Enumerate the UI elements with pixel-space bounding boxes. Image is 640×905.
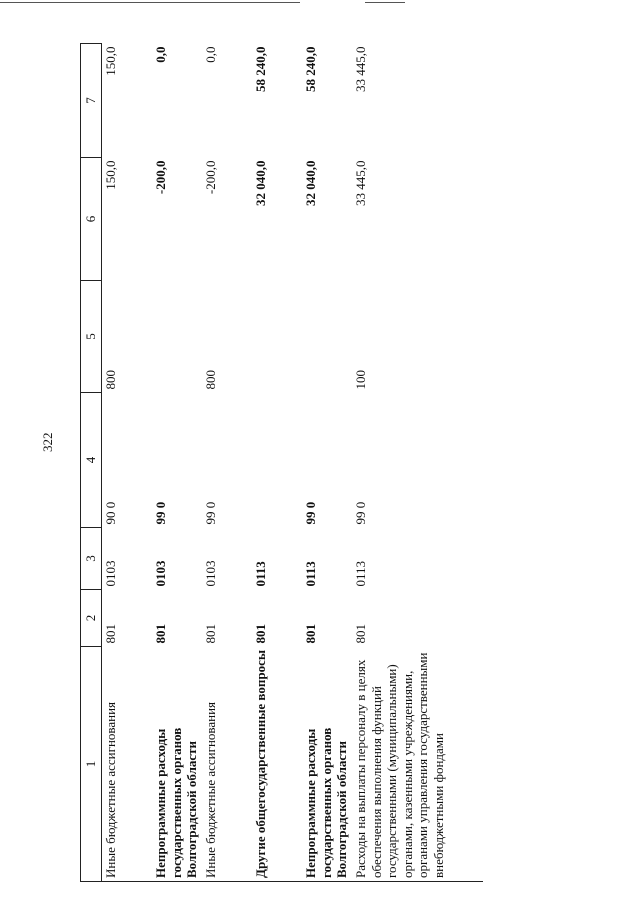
expense-name-cell: Расходы на выплаты персоналу в целях обеспечения выполнения функций государственными (муниципальными) органами, казенными учреждениями, органами управления государственными внебюджетными фондами xyxy=(353,647,483,882)
top-rule xyxy=(0,2,300,3)
section-code-cell: 0113 xyxy=(253,561,268,587)
target-article-cell: 99 0 xyxy=(203,501,218,525)
department-code-cell: 801 xyxy=(253,624,268,644)
section-code-cell: 0103 xyxy=(203,560,218,587)
expense-type-cell: 800 xyxy=(203,370,218,390)
table-row xyxy=(253,44,303,882)
target-article-cell: 99 0 xyxy=(153,501,168,525)
amount-change-cell: 150,0 xyxy=(103,160,118,190)
amount-total-cell: 33 445,0 xyxy=(353,46,368,92)
column-header: 2 xyxy=(81,590,102,647)
amount-change-cell: 32 040,0 xyxy=(253,160,268,206)
target-article-cell: 99 0 xyxy=(303,501,318,525)
department-code-cell: 801 xyxy=(353,624,368,644)
expense-name-cell: Иные бюджетные ассигнования xyxy=(102,647,154,882)
table-row xyxy=(303,44,353,882)
expense-name-cell: Другие общегосударственные вопросы xyxy=(253,647,303,882)
budget-table xyxy=(80,43,483,882)
department-code-cell: 801 xyxy=(153,624,168,644)
section-code-cell: 0113 xyxy=(353,560,368,587)
table-row xyxy=(353,44,483,882)
expense-type-cell: 800 xyxy=(103,370,118,390)
amount-total-cell: 58 240,0 xyxy=(253,46,268,92)
column-header: 4 xyxy=(81,393,102,528)
amount-total-cell: 0,0 xyxy=(153,46,168,63)
amount-change-cell: 33 445,0 xyxy=(353,160,368,206)
target-article-cell: 90 0 xyxy=(103,501,118,525)
column-header: 7 xyxy=(81,44,102,158)
section-code-cell: 0103 xyxy=(153,560,168,587)
column-header: 6 xyxy=(81,158,102,281)
table-row xyxy=(102,44,154,882)
page-number: 322 xyxy=(40,432,55,452)
expense-type-cell xyxy=(153,281,203,393)
expense-name-cell: Иные бюджетные ассигнования xyxy=(203,647,253,882)
target-article-cell: 99 0 xyxy=(353,501,368,525)
amount-change-cell: 32 040,0 xyxy=(303,160,318,206)
expense-name-cell: Непрограммные расходы государственных органов Волгоградской области xyxy=(153,647,203,882)
table-row xyxy=(203,44,253,882)
amount-total-cell: 58 240,0 xyxy=(303,46,318,92)
section-code-cell: 0103 xyxy=(103,560,118,587)
column-header: 5 xyxy=(81,281,102,393)
department-code-cell: 801 xyxy=(203,624,218,644)
amount-change-cell: -200,0 xyxy=(203,160,218,195)
amount-change-cell: -200,0 xyxy=(153,160,168,195)
expense-name-cell: Непрограммные расходы государственных органов Волгоградской области xyxy=(303,647,353,882)
department-code-cell: 801 xyxy=(103,624,118,644)
expense-type-cell xyxy=(303,281,353,393)
column-header: 3 xyxy=(81,528,102,590)
budget-table-sheet xyxy=(80,44,540,882)
top-rule xyxy=(365,2,405,3)
expense-type-cell xyxy=(253,281,303,393)
department-code-cell: 801 xyxy=(303,624,318,644)
column-header: 1 xyxy=(81,647,102,882)
section-code-cell: 0113 xyxy=(303,561,318,587)
amount-total-cell: 0,0 xyxy=(203,46,218,63)
target-article-cell xyxy=(253,393,303,528)
expense-type-cell: 100 xyxy=(353,370,368,390)
amount-total-cell: 150,0 xyxy=(103,46,118,76)
table-header-row xyxy=(81,44,102,882)
table-row xyxy=(153,44,203,882)
